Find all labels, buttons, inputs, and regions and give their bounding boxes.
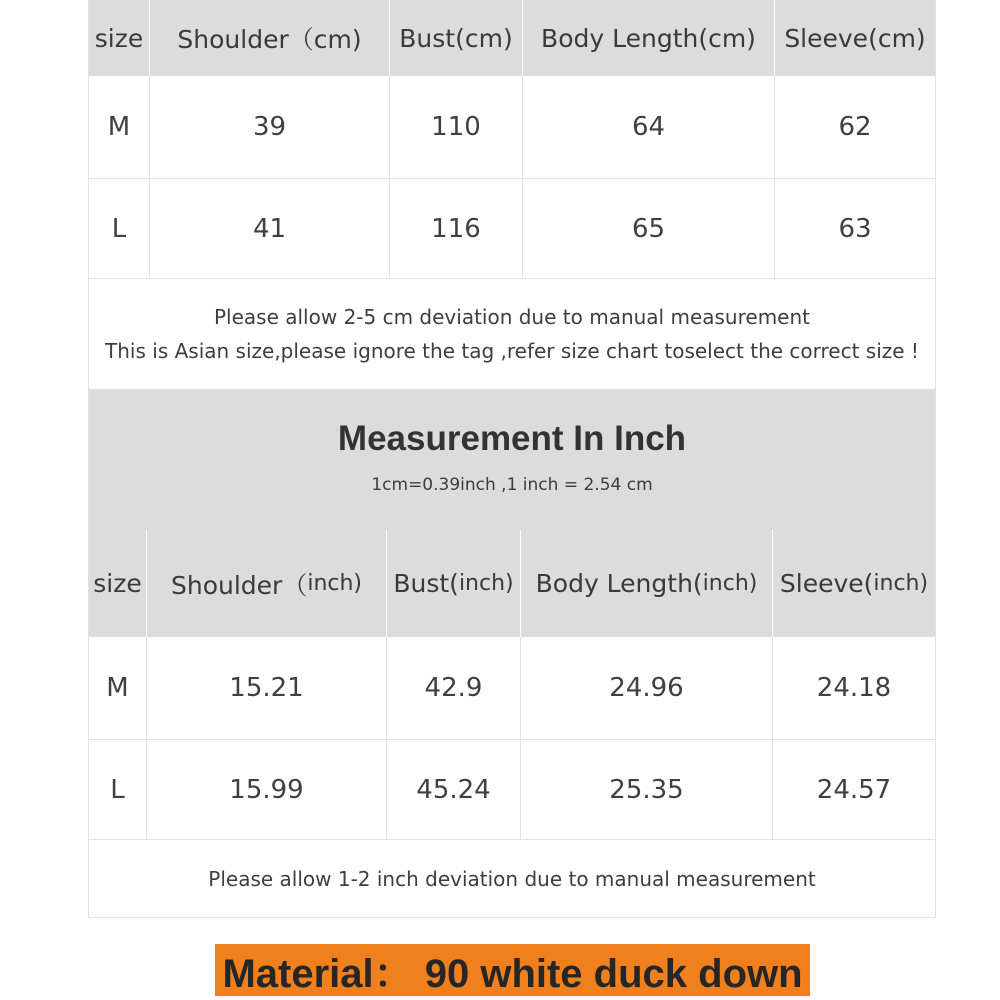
cm-header-bust: Bust(cm) [389,0,522,76]
inch-cell-shoulder: 15.99 [146,740,386,839]
cm-note-line-2: This is Asian size,please ignore the tag ,refer size chart toselect the correct size ! [105,339,919,363]
inch-cell-bust: 45.24 [386,740,520,839]
cm-header-body-length: Body Length(cm) [522,0,774,76]
inch-section-header [89,389,935,530]
inch-cell-shoulder: 15.21 [146,637,386,739]
inch-cell-bust: 42.9 [386,637,520,739]
cm-cell-body-length: 64 [522,76,774,178]
cm-cell-bust: 116 [389,179,522,278]
cm-cell-size: L [111,213,127,244]
cm-header-size: size [94,23,144,53]
table-row [89,740,935,840]
inch-section-title: Measurement In Inch [337,419,687,458]
cm-cell-body-length: 65 [522,179,774,278]
inch-table-header [89,530,935,637]
cm-cell-shoulder: 39 [149,76,389,178]
inch-cell-size: L [110,774,125,805]
inch-cell-body-length: 25.35 [520,740,772,839]
material-banner: Material： 90 white duck down [215,944,810,996]
size-chart-sheet [88,0,936,918]
cm-header-shoulder: Shoulder（cm) [149,0,389,76]
cm-table-header [89,0,935,76]
table-row [89,637,935,740]
inch-conversion-note: 1cm=0.39inch ,1 inch = 2.54 cm [371,475,653,495]
inch-header-size: size [93,569,142,598]
cm-cell-shoulder: 41 [149,179,389,278]
inch-cell-sleeve: 24.57 [772,740,935,839]
cm-deviation-note [89,279,935,389]
inch-deviation-note [89,840,935,917]
inch-note-line: Please allow 1-2 inch deviation due to manual measurement [208,866,816,891]
cm-cell-bust: 110 [389,76,522,178]
cm-cell-sleeve: 62 [774,76,935,178]
inch-header-bust: Bust( inch) [386,530,520,637]
table-row [89,179,935,279]
inch-cell-body-length: 24.96 [520,637,772,739]
inch-cell-sleeve: 24.18 [772,637,935,739]
inch-header-shoulder: Shoulder（ inch) [146,530,386,637]
table-row [89,76,935,179]
inch-cell-size: M [106,673,129,703]
cm-note-line-1: Please allow 2-5 cm deviation due to manual measurement [213,305,810,329]
cm-header-sleeve: Sleeve(cm) [774,0,935,76]
cm-cell-size: M [107,112,131,142]
inch-header-body-length: Body Length( inch) [520,530,772,637]
cm-cell-sleeve: 63 [774,179,935,278]
inch-header-sleeve: Sleeve( inch) [772,530,935,637]
